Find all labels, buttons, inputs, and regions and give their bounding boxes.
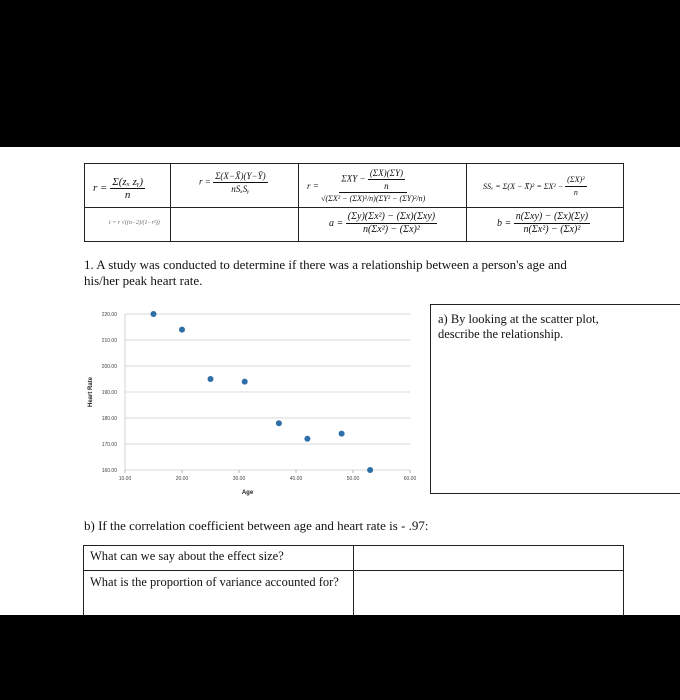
- y-tick-label: 190.00: [101, 390, 117, 396]
- data-point: [339, 431, 345, 437]
- formula-table: [84, 163, 624, 242]
- data-point: [304, 436, 310, 442]
- data-point: [208, 376, 214, 382]
- formula-cell-empty: [171, 208, 299, 241]
- formula-ss: SSₓ = Σ(X − X̄)² = ΣX² − $\frac{\text{(ΣX)²}}{n}$: [483, 175, 585, 197]
- formula-cell-ss: [467, 164, 623, 208]
- formula-cell-r-z: [85, 164, 171, 208]
- sub-question-label: What can we say about the effect size?: [84, 546, 354, 570]
- question-b-text: b) If the correlation coefficient between age and heart rate is - .97:: [84, 518, 429, 533]
- y-tick-label: 200.00: [101, 364, 117, 370]
- answer-box-a-prompt: a) By looking at the scatter plot, describe the relationship.: [438, 312, 599, 341]
- y-tick-label: 160.00: [101, 468, 117, 474]
- sub-question-answer-field[interactable]: [354, 571, 623, 616]
- formula-cell-a: [299, 208, 467, 241]
- sub-question-table: [83, 545, 624, 616]
- data-point: [276, 420, 282, 426]
- x-tick-label: 40.00: [289, 476, 303, 482]
- answer-box-a[interactable]: [430, 304, 680, 494]
- x-tick-label: 50.00: [346, 476, 360, 482]
- x-axis-label: Age: [241, 490, 254, 496]
- question-1-text: 1. A study was conducted to determine if there was a relationship between a person's age and his/her peak heart rate.: [84, 257, 567, 288]
- data-point: [179, 327, 185, 333]
- formula-cell-r-dev: [171, 164, 299, 208]
- formula-cell-r-comp: [299, 164, 467, 208]
- formula-r-comp: r = ΣXY − $\frac{(\Sigma X)(\Sigma Y)}{n}$ √(ΣX² − (ΣX)²/n)(ΣY² − (ΣY)²/n): [307, 168, 426, 203]
- formula-cell-t: [85, 208, 171, 241]
- y-tick-label: 220.00: [101, 312, 117, 318]
- x-tick-label: 20.00: [175, 476, 189, 482]
- data-point: [242, 379, 248, 385]
- data-point: [367, 467, 373, 473]
- formula-b: b = $\frac{\text{n(Σxy) − (Σx)(Σy)}}{\text{n(Σx²) − (Σx)²}}$: [497, 211, 589, 235]
- y-tick-label: 210.00: [101, 338, 117, 344]
- sub-question-answer-field[interactable]: [354, 546, 623, 570]
- sub-question-row: [84, 546, 623, 571]
- y-tick-label: 170.00: [101, 442, 117, 448]
- formula-r-dev: r = $\frac{\Sigma(X-X̄)(Y-Ȳ)}{\text{nSₓSᵧ}}$: [199, 171, 266, 194]
- scatter-plot: [80, 302, 420, 502]
- x-tick-label: 30.00: [232, 476, 246, 482]
- formula-a: a = $\frac{\text{(Σy)(Σx²) − (Σx)(Σxy)}}{\text{n(Σx²) − (Σx)²}}$: [329, 211, 436, 235]
- y-axis-label: Heart Rate: [88, 376, 94, 408]
- formula-r-z: r = $\frac{\text{Σ(zₓ zᵧ)}}{n}$: [93, 176, 144, 201]
- formula-cell-b: [467, 208, 623, 241]
- formula-t: t = r √((n−2)/(1−r²)): [109, 220, 160, 226]
- worksheet-page: [0, 147, 680, 615]
- sub-question-row: [84, 571, 623, 616]
- x-tick-label: 60.00: [403, 476, 417, 482]
- x-tick-label: 10.00: [118, 476, 132, 482]
- y-tick-label: 180.00: [101, 416, 117, 422]
- sub-question-label: What is the proportion of variance accounted for?: [84, 571, 354, 616]
- data-point: [151, 311, 157, 317]
